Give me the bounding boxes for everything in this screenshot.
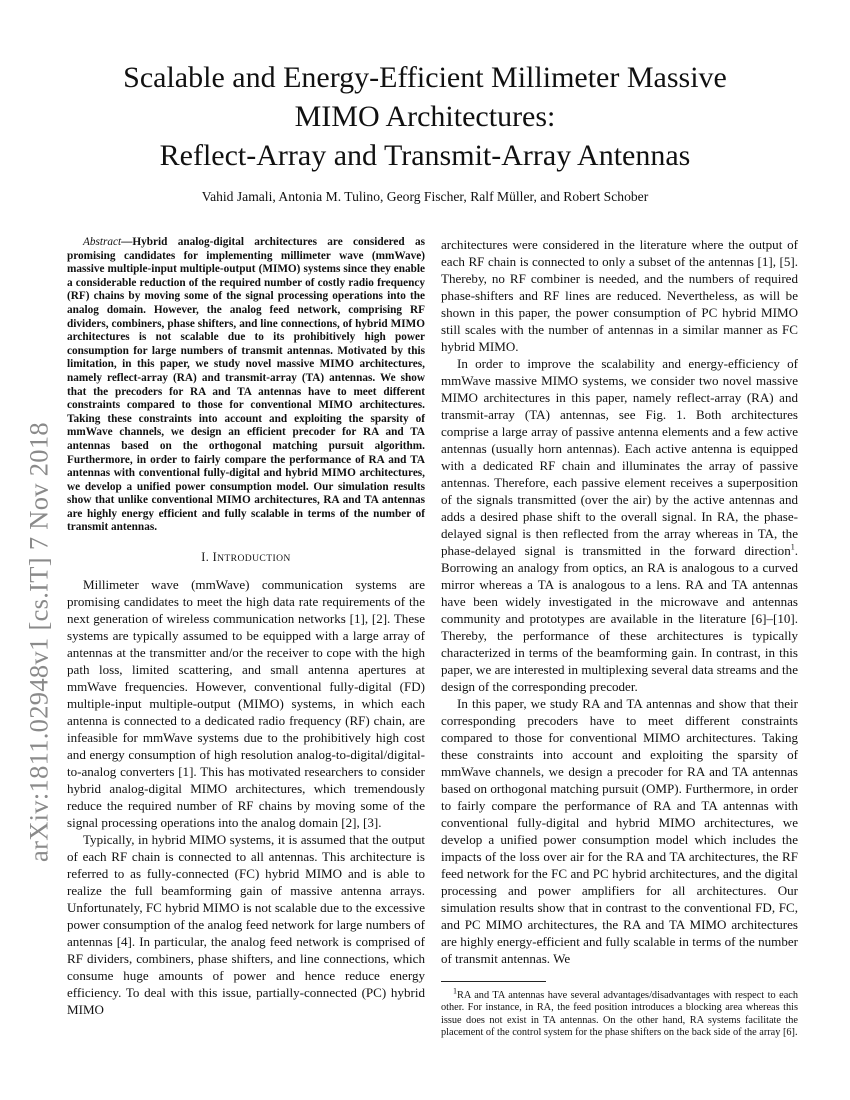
footnote-divider [441, 981, 546, 982]
section-title-rest: NTRODUCTION [217, 553, 291, 565]
footnote-text: RA and TA antennas have several advantages/disadvantages with respect to each other. For instance, in RA, the feed position introduces a blocking area whereas this issue does not exist in TA antennas. On the other hand, RA systems facilitate the placement of the control system for the phase shifters on the back side of the array [6]. [441, 990, 798, 1039]
author-list: Vahid Jamali, Antonia M. Tulino, Georg Fischer, Ralf Müller, and Robert Schober [201, 189, 649, 204]
title-line-1: Scalable and Energy-Efficient Millimeter Massive [123, 61, 727, 94]
right-column [441, 236, 798, 1040]
intro-paragraph-2-continued: architectures were considered in the literature where the output of each RF chain is connected to only a subset of the antennas [1], [5]. Thereby, no RF combiner is needed, and the numbers of required phase-shifters and RF lines are reduced. Nevertheless, as will be shown in this paper, the power consumption of PC hybrid MIMO still scales with the number of antennas in a similar manner as FC hybrid MIMO. [441, 237, 798, 354]
intro-paragraph-3-part-a: In order to improve the scalability and energy-efficiency of mmWave massive MIMO systems, we consider two novel massive MIMO architectures in this paper, namely reflect-array (RA) and transmit-array (TA) antennas, see Fig. 1. Both architectures comprise a large array of passive antenna elements and a few active antennas (usually horn antennas). Each active antenna is equipped with a dedicated RF chain and illuminates the array of passive antennas. Therefore, each passive element receives a superposition of the signals transmitted (over the air) by the active antennas and adds a desired phase shift to the overall signal. In RA, the phase-delayed signal is then reflected from the array whereas in TA, the phase-delayed signal is transmitted in the forward direction [441, 356, 798, 558]
left-column [67, 236, 425, 1018]
section-number: I. [201, 550, 213, 565]
footnote [441, 986, 798, 1040]
title-line-3: Reflect-Array and Transmit-Array Antennas [159, 139, 691, 172]
arxiv-identifier: arXiv:1811.02948v1 [cs.IT] 7 Nov 2018 [23, 422, 54, 862]
title-line-2: MIMO Architectures: [294, 100, 556, 133]
abstract [67, 236, 425, 535]
section-heading-introduction [67, 549, 425, 567]
intro-paragraph-1: Millimeter wave (mmWave) communication systems are promising candidates to meet the high data rate requirements of the next generation of wireless communication networks [1], [2]. These systems are typically assumed to be equipped with a large array of antennas at the transmitter and/or the receiver to cope with the high path loss, limited scattering, and small antenna apertures at mmWave frequencies. However, conventional fully-digital (FD) multiple-input multiple-output (MIMO) systems, in which each antenna is connected to a dedicated radio frequency (RF) chain, are infeasible for mmWave systems due to the prohibitively high cost and energy consumption of high resolution analog-to-digital/digital-to-analog converters [1]. This has motivated researchers to consider hybrid analog-digital MIMO architectures, which tremendously reduce the required number of RF chains by moving some of the signal processing operations into the analog domain [2], [3]. [67, 577, 425, 831]
arxiv-identifier-sidebar [22, 282, 56, 1002]
abstract-text: —Hybrid analog-digital architectures are considered as promising candidates for implementing millimeter wave (mmWave) massive multiple-input multiple-output (MIMO) systems since they enable a considerable reduction of the required number of costly radio frequency (RF) chains by moving some of the signal processing operations into the analog domain. However, the analog feed network, comprising RF dividers, combiners, phase shifters, and line connections, of hybrid MIMO architectures is not scalable due to its prohibitively high power consumption for large numbers of transmit antennas. Motivated by this limitation, in this paper, we study novel massive MIMO architectures, namely reflect-array (RA) and transmit-array (TA) antennas. We show that the precoders for RA and TA antennas have to meet different constraints compared to those for conventional MIMO architectures. Taking these constraints into account and exploiting the sparsity of mmWave channels, we design an efficient precoder for RA and TA antennas based on the orthogonal matching pursuit algorithm. Furthermore, in order to fairly compare the performance of RA and TA antennas with conventional fully-digital and hybrid MIMO architectures, we develop a unified power consumption model. Our simulation results show that unlike conventional MIMO architectures, RA and TA antennas are highly energy efficient and fully scalable in terms of the number of transmit antennas. [67, 236, 425, 534]
footnote-reference[interactable]: 1 [790, 542, 795, 552]
footnote-marker: 1 [453, 986, 457, 996]
intro-paragraph-2: Typically, in hybrid MIMO systems, it is assumed that the output of each RF chain is connected to all antennas. This architecture is referred to as fully-connected (FC) hybrid MIMO and is able to realize the full beamforming gain of massive antenna arrays. Unfortunately, FC hybrid MIMO is not scalable due to the excessive power consumption of the analog feed network for large numbers of antennas [4]. In particular, the analog feed network is comprised of RF dividers, combiners, phase shifters, and line connections, which consume huge amounts of power and hence reduce energy efficiency. To deal with this issue, partially-connected (PC) hybrid MIMO [67, 832, 425, 1018]
intro-paragraph-3-part-b: . Borrowing an analogy from optics, an RA is analogous to a curved mirror whereas a TA is analogous to a lens. RA and TA antennas have been widely investigated in the microwave and antennas community and prototypes are available in the literature [6]–[10]. Thereby, the performance of these architectures is typically characterized in terms of the beamforming gain. In contrast, in this paper, we are interested in multiplexing several data streams and the design of the corresponding precoder. [441, 543, 798, 694]
paper-title [40, 58, 810, 175]
abstract-label: Abstract [83, 236, 122, 248]
section-title-initial: I [212, 550, 218, 565]
intro-paragraph-4: In this paper, we study RA and TA antennas and show that their corresponding precoders have to meet different constraints compared to those for conventional MIMO architectures. Taking these constraints into account and exploiting the sparsity of mmWave channels, we design a precoder for RA and TA antennas based on orthogonal matching pursuit (OMP). Furthermore, in order to fairly compare the performance of RA and TA antennas with conventional fully-digital and hybrid MIMO architectures, we develop a unified power consumption model which includes the impacts of the loss over air for the RA and TA architectures, the RF feed network for the FC and PC hybrid architectures, and the digital processing and power amplifiers for all architectures. Our simulation results show that in contrast to the conventional FD, FC, and PC MIMO architectures, the RA and TA MIMO architectures are highly energy-efficient and fully scalable in terms of the number of transmit antennas. We [441, 696, 798, 966]
intro-paragraph-3 [441, 355, 798, 695]
